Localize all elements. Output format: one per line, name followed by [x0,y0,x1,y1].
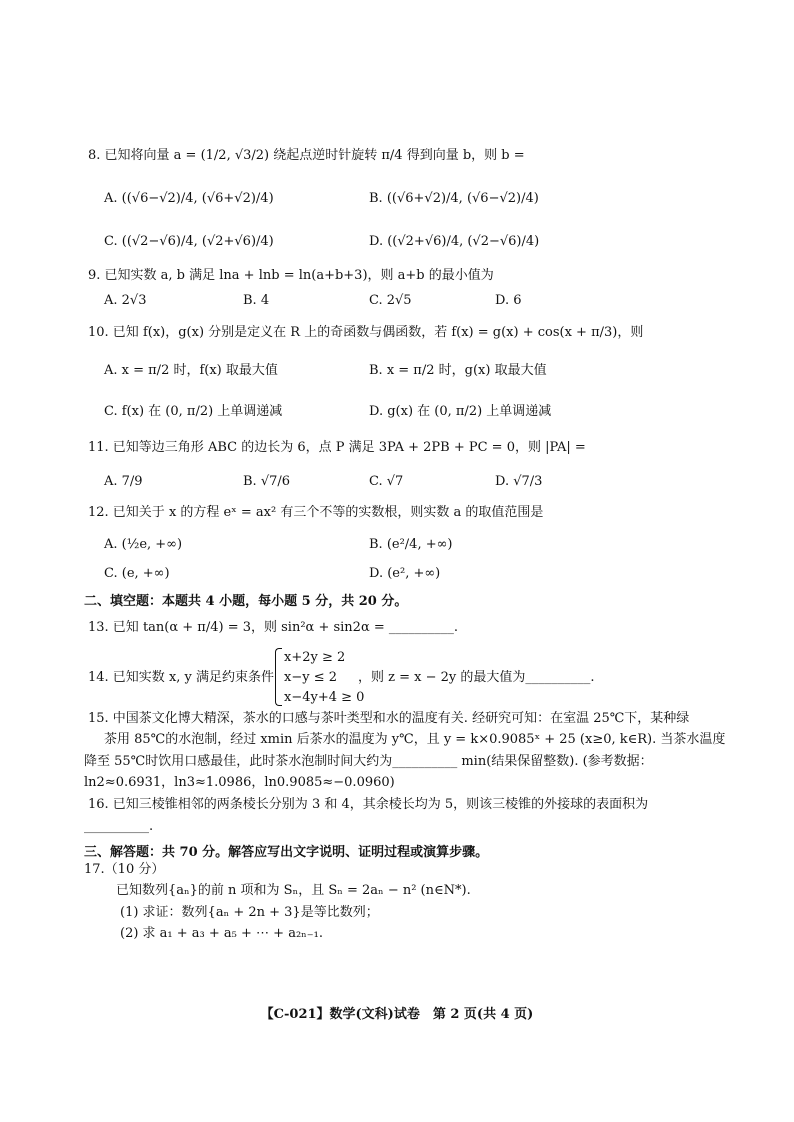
question-16-line-2: __________. [84,819,154,834]
question-17-heading: 17.（10 分） [84,862,165,877]
question-14-constraint-3: x−4y+4 ≥ 0 [284,690,365,705]
question-9-option-c: C. 2√5 [369,293,412,308]
question-10-stem: 10. 已知 f(x)，g(x) 分别是定义在 R 上的奇函数与偶函数，若 f(x) = g(x) + cos(x + π/3)，则 [88,325,644,340]
question-10-option-d: D. g(x) 在 (0, π/2) 上单调递减 [369,404,552,419]
question-8-option-c: C. ((√2−√6)/4, (√2+√6)/4) [104,234,274,249]
question-12-stem: 12. 已知关于 x 的方程 eˣ = ax² 有三个不等的实数根，则实数 a 的取值范围是 [88,505,544,520]
question-11-option-a: A. 7/9 [104,474,143,489]
question-8-option-d: D. ((√2+√6)/4, (√2−√6)/4) [369,234,540,249]
question-15-line-2: 茶用 85℃的水泡制，经过 xmin 后茶水的温度为 y℃，且 y = k×0.9085ˣ + 25 (x≥0, k∈R). 当茶水温度 [104,732,726,747]
question-10-option-c: C. f(x) 在 (0, π/2) 上单调递减 [104,404,283,419]
page-footer: 【C-021】数学(文科)试卷 第 2 页(共 4 页) [260,1007,534,1022]
question-9-option-d: D. 6 [495,293,522,308]
question-9-option-b: B. 4 [243,293,270,308]
question-12-option-d: D. (e², +∞) [369,566,441,581]
question-8-option-a: A. ((√6−√2)/4, (√6+√2)/4) [104,191,274,206]
question-14-suffix: ，则 z = x − 2y 的最大值为__________. [358,670,595,685]
question-9-stem: 9. 已知实数 a, b 满足 lna + lnb = ln(a+b+3)，则 a+b 的最小值为 [88,268,494,283]
question-17-line-1: 已知数列{aₙ}的前 n 项和为 Sₙ，且 Sₙ = 2aₙ − n² (n∈N*). [116,883,471,898]
question-11-option-c: C. √7 [369,474,404,489]
question-8-option-b: B. ((√6+√2)/4, (√6−√2)/4) [369,191,539,206]
question-17-part-2: (2) 求 a₁ + a₃ + a₅ + ⋯ + a₂ₙ₋₁. [120,926,323,941]
question-17-part-1: (1) 求证：数列{aₙ + 2n + 3}是等比数列； [120,905,379,920]
question-8-stem: 8. 已知将向量 a = (1/2, √3/2) 绕起点逆时针旋转 π/4 得到向量 b，则 b = [88,148,525,163]
question-10-option-b: B. x = π/2 时，g(x) 取最大值 [369,363,547,378]
question-15-line-4: ln2≈0.6931，ln3≈1.0986，ln0.9085≈−0.0960) [84,775,395,790]
question-13: 13. 已知 tan(α + π/4) = 3，则 sin²α + sin2α = __________. [88,620,459,635]
question-9-option-a: A. 2√3 [104,293,147,308]
question-11-option-b: B. √7/6 [243,474,291,489]
section-3-heading: 三、解答题：共 70 分。解答应写出文字说明、证明过程或演算步骤。 [84,845,489,860]
question-15-line-3: 降至 55℃时饮用口感最佳，此时茶水泡制时间大约为__________ min(结果保留整数). (参考数据： [84,754,653,769]
question-14-constraint-1: x+2y ≥ 2 [284,650,346,665]
question-16-line-1: 16. 已知三棱锥相邻的两条棱长分别为 3 和 4，其余棱长均为 5，则该三棱锥的外接球的表面积为 [88,797,649,812]
section-2-heading: 二、填空题：本题共 4 小题，每小题 5 分，共 20 分。 [84,594,408,609]
question-12-option-a: A. (½e, +∞) [104,537,183,552]
question-12-option-c: C. (e, +∞) [104,566,170,581]
question-14-constraint-brace [275,648,282,706]
question-14-prefix: 14. 已知实数 x, y 满足约束条件 [88,670,275,685]
question-10-option-a: A. x = π/2 时，f(x) 取最大值 [104,363,278,378]
question-12-option-b: B. (e²/4, +∞) [369,537,453,552]
question-14-constraint-2: x−y ≤ 2 [284,670,337,685]
question-15-line-1: 15. 中国茶文化博大精深，茶水的口感与茶叶类型和水的温度有关. 经研究可知：在室温 25℃下，某种绿 [88,711,690,726]
question-11-stem: 11. 已知等边三角形 ABC 的边长为 6，点 P 满足 3PA + 2PB + PC = 0，则 |PA| = [88,440,586,455]
question-11-option-d: D. √7/3 [495,474,543,489]
